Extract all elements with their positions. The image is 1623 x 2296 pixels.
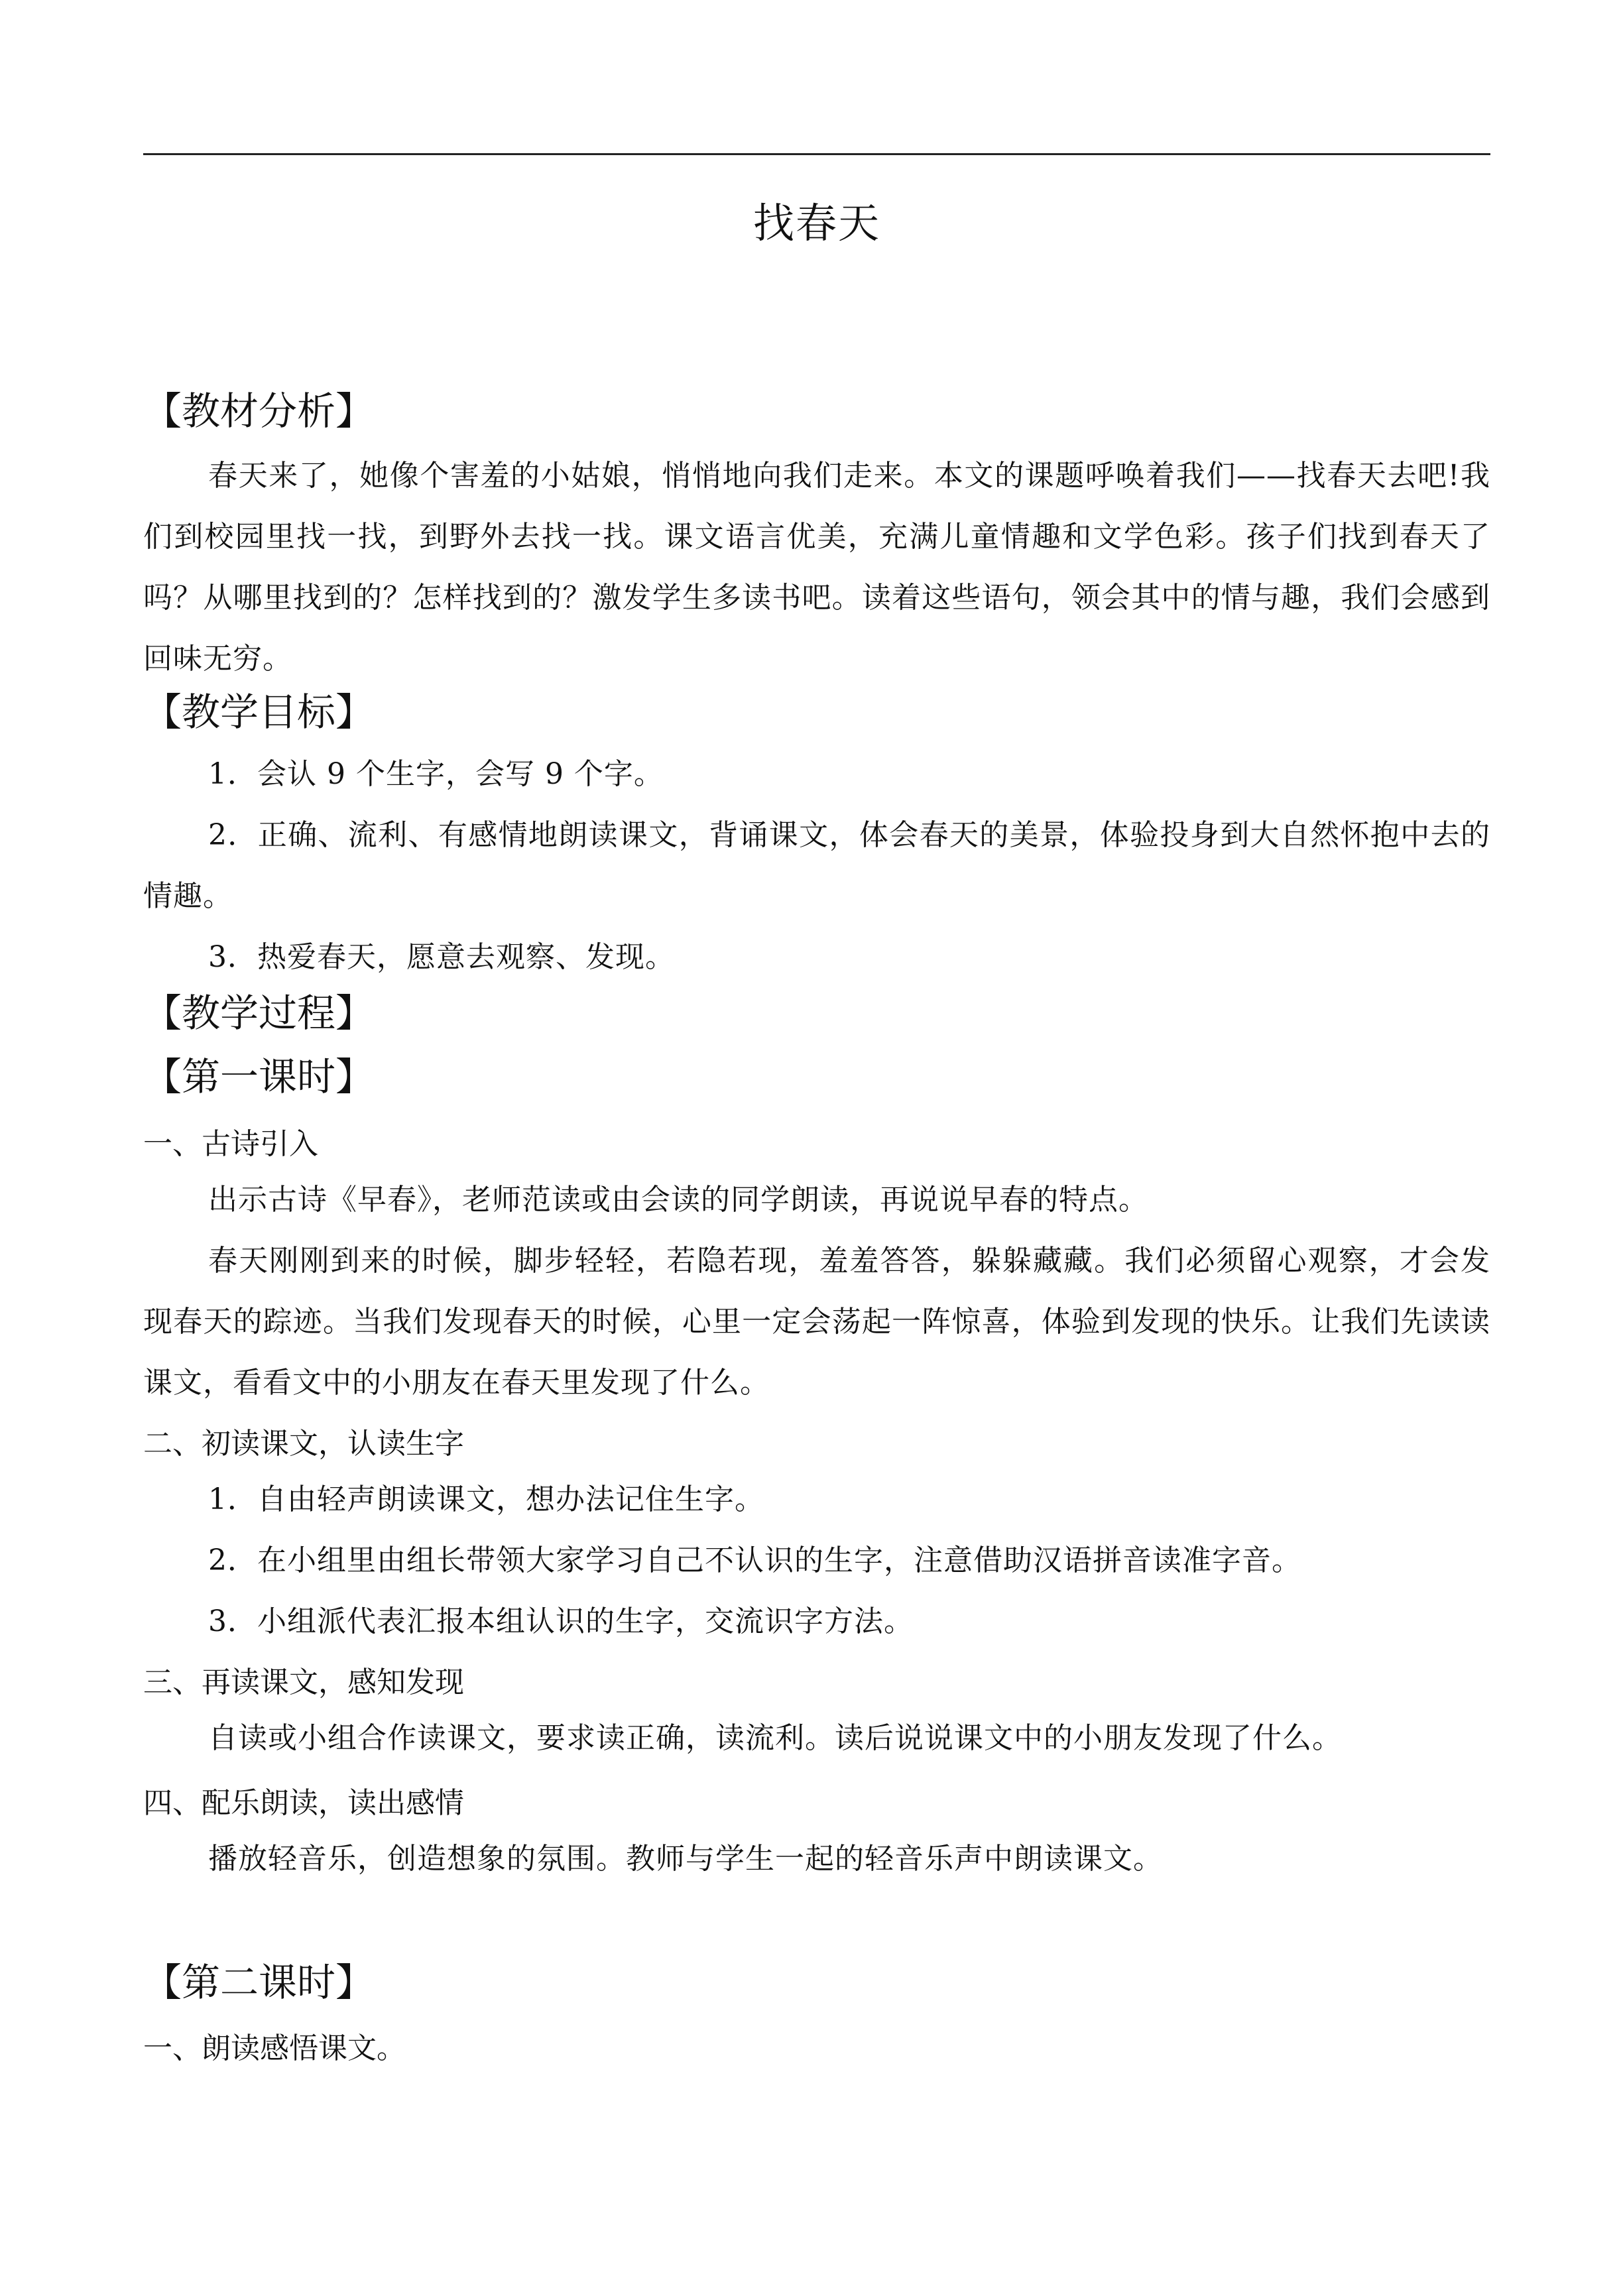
lesson1-part2-item3: 3．小组派代表汇报本组认识的生字，交流识字方法。 [208,1604,914,1638]
lesson1-part3-paragraph: 自读或小组合作读课文，要求读正确，读流利。读后说说课文中的小朋友发现了什么。 [208,1721,1342,1755]
heading-lesson2: 【第二课时】 [143,1960,375,2005]
lesson1-part2-item1: 1．自由轻声朗读课文，想办法记住生字。 [208,1482,764,1516]
goal-item-1: 1．会认 9 个生字，会写 9 个字。 [208,757,664,791]
lesson1-part4-paragraph: 播放轻音乐，创造想象的氛围。教师与学生一起的轻音乐声中朗读课文。 [208,1842,1163,1876]
heading-lesson1: 【第一课时】 [143,1054,375,1099]
goal-item-3: 3．热爱春天，愿意去观察、发现。 [208,940,675,974]
header-rule [143,153,1490,155]
lesson1-part4-title: 四、配乐朗读，读出感情 [143,1786,464,1820]
lesson2-part1-title: 一、朗读感悟课文。 [143,2031,406,2065]
lesson1-part1-title: 一、古诗引入 [143,1127,318,1161]
document-title: 找春天 [752,199,880,247]
lesson1-part2-item2: 2．在小组里由组长带领大家学习自己不认识的生字，注意借助汉语拼音读准字音。 [208,1543,1301,1577]
heading-analysis: 【教材分析】 [143,389,375,434]
goal-item-2: 2．正确、流利、有感情地朗读课文，背诵课文，体会春天的美景，体验投身到大自然怀抱中去的情趣。 [143,818,1490,913]
lesson1-part2-title: 二、初读课文，认读生字 [143,1427,464,1461]
lesson1-part3-title: 三、再读课文，感知发现 [143,1665,464,1699]
analysis-paragraph: 春天来了，她像个害羞的小姑娘，悄悄地向我们走来。本文的课题呼唤着我们——找春天去吧!我们到校园里找一找，到野外去找一找。课文语言优美，充满儿童情趣和文学色彩。孩子们找到春天了吗？从哪里找到的？怎样找到的？激发学生多读书吧。读着这些语句，领会其中的情与趣，我们会感到回味无穷。 [143,459,1490,676]
lesson1-part1-paragraph2: 春天刚刚到来的时候，脚步轻轻，若隐若现，羞羞答答，躲躲藏藏。我们必须留心观察，才会发现春天的踪迹。当我们发现春天的时候，心里一定会荡起一阵惊喜，体验到发现的快乐。让我们先读读课文，看看文中的小朋友在春天里发现了什么。 [143,1244,1490,1400]
heading-goals: 【教学目标】 [143,690,375,735]
heading-process: 【教学过程】 [143,991,375,1036]
lesson1-part1-paragraph1: 出示古诗《早春》，老师范读或由会读的同学朗读，再说说早春的特点。 [208,1183,1148,1217]
